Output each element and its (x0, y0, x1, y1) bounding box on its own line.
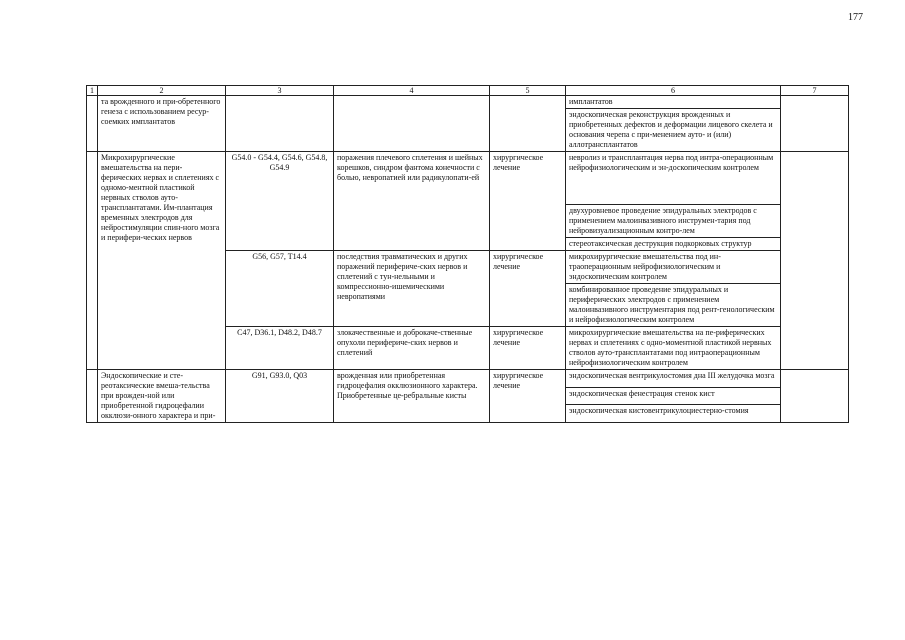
diagnosis (334, 96, 490, 152)
header-cell: 7 (781, 86, 849, 96)
header-cell: 3 (226, 86, 334, 96)
header-cell: 6 (566, 86, 781, 96)
diagnosis: поражения плечевого сплетения и шейных корешков, синдром фантома конечности с болью, невропатией или радикулопати-ей (334, 152, 490, 251)
method: двухуровневое проведение эпидуральных электродов с применением малоинвазивного инструмен-тария под нейровизуализационным контро-лем (566, 205, 781, 238)
intervention-name: та врожденного и при-обретенного генеза с использованием ресур-соемких имплантатов (98, 96, 226, 152)
diagnosis: злокачественные и доброкаче-ственные опухоли перифериче-ских нервов и сплетений (334, 327, 490, 370)
method: эндоскопическая фенестрация стенок кист (566, 387, 781, 405)
method: невролиз и трансплантация нерва под интра-операционным нейрофизиологическим и эн-доскопическим контролем (566, 152, 781, 205)
page-number: 177 (848, 12, 863, 23)
method: микрохирургические вмешательства на пе-риферических нервах и сплетениях с одно-моментной пластикой нервных стволов ауто-трансплантатами под интраоперационным нейрофизиологическим контролем (566, 327, 781, 370)
method: эндоскопическая реконструкция врожденных и приобретенных дефектов и деформации лицевого скелета и основания черепа с при-менением ауто- и (или) аллотрансплантатов (566, 109, 781, 152)
icd-codes (226, 96, 334, 152)
cost-cell (781, 370, 849, 423)
number-cell (87, 370, 98, 423)
treatment-type: хирургическое лечение (490, 152, 566, 251)
method: комбинированное проведение эпидуральных и периферических электродов с применением малоинвазивного инструментария под рент-генологическим и нейрофизиологическим контролем (566, 284, 781, 327)
method: имплантатов (566, 96, 781, 109)
icd-codes: C47, D36.1, D48.2, D48.7 (226, 327, 334, 370)
diagnosis: врожденная или приобретенная гидроцефалия окклюзионного характера. Приобретенные це-ребральные кисты (334, 370, 490, 423)
method: микрохирургические вмешательства под ин-траоперационным нейрофизиологическим и эндоскопическим контролем (566, 251, 781, 284)
intervention-name: Микрохирургические вмешательства на пери-ферических нервах и сплетениях с одномо-ментной пластикой нервных стволов ауто-трансплантатами. Им-плантация временных электродов для нейростимуляции спин-ного мозга и перифери-ческих нервов (98, 152, 226, 370)
number-cell (87, 152, 98, 370)
method: эндоскопическая кистовентрикулоциестерно-стомия (566, 405, 781, 423)
header-row (87, 86, 849, 96)
header-cell: 1 (87, 86, 98, 96)
header-cell: 5 (490, 86, 566, 96)
treatment-type: хирургическое лечение (490, 327, 566, 370)
diagnosis: последствия травматических и других поражений перифериче-ских нервов и сплетений с тун-нельными и компрессионно-ишемическими невропатиями (334, 251, 490, 327)
icd-codes: G54.0 - G54.4, G54.6, G54.8, G54.9 (226, 152, 334, 251)
table-row (87, 370, 849, 388)
treatment-type: хирургическое лечение (490, 370, 566, 423)
icd-codes: G56, G57, T14.4 (226, 251, 334, 327)
method: эндоскопическая вентрикулостомия дна III желудочка мозга (566, 370, 781, 388)
method: стереотаксическая деструкция подкорковых структур (566, 238, 781, 251)
treatment-type: хирургическое лечение (490, 251, 566, 327)
number-cell (87, 96, 98, 152)
icd-codes: G91, G93.0, Q03 (226, 370, 334, 423)
table-row (87, 152, 849, 205)
header-cell: 4 (334, 86, 490, 96)
treatment-table (86, 85, 849, 423)
treatment-type (490, 96, 566, 152)
table-row (87, 96, 849, 109)
cost-cell (781, 96, 849, 152)
cost-cell (781, 152, 849, 370)
intervention-name: Эндоскопические и сте-реотаксические вмеша-тельства при врожден-ной или приобретенной гидроцефалии окклюзи-онного характера и при- (98, 370, 226, 423)
header-cell: 2 (98, 86, 226, 96)
